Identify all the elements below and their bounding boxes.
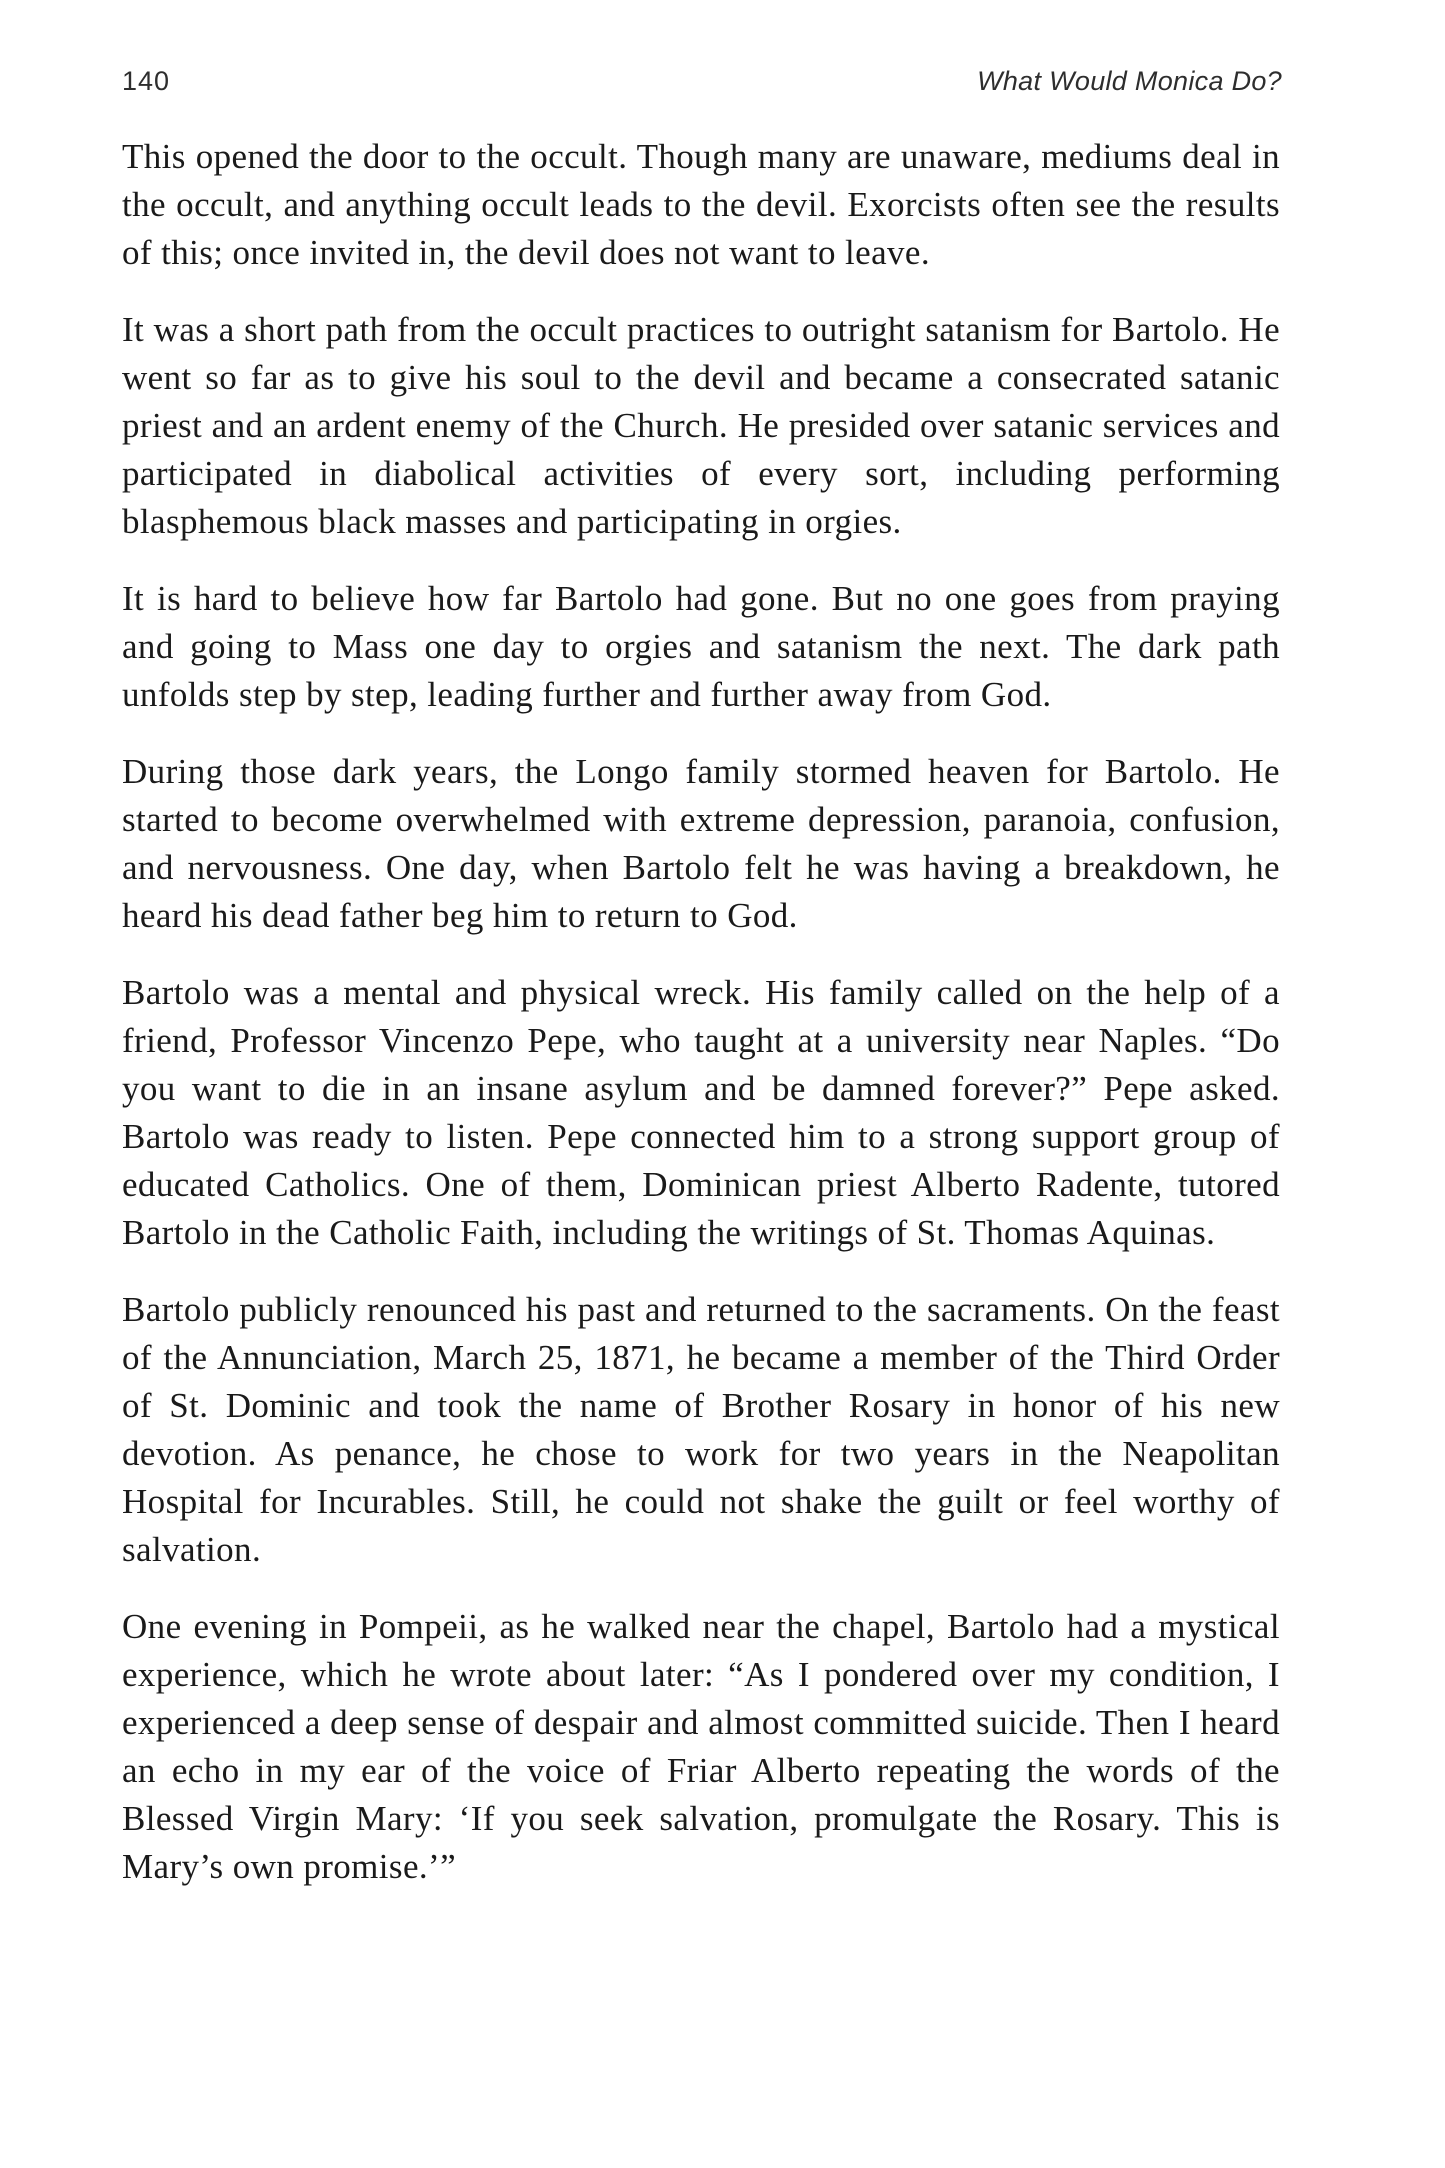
page-body [122, 133, 1280, 1891]
paragraph-occult-door: This opened the door to the occult. Though many are unaware, mediums deal in the occult, and anything occult leads to the devil. Exorcists often see the results of this; once invited in, the devil does not want to leave. [122, 137, 1280, 272]
paragraph-renounced-past: Bartolo publicly renounced his past and returned to the sacraments. On the feast of the Annunciation, March 25, 1871, he became a member of the Third Order of St. Dominic and took the name of Brother Rosary in honor of his new devotion. As penance, he chose to work for two years in the Neapolitan Hospital for Incurables. Still, he could not shake the guilt or feel worthy of salvation. [122, 1290, 1280, 1569]
page-number: 140 [122, 66, 171, 96]
paragraph-satanism-path: It was a short path from the occult practices to outright satanism for Bartolo. He went so far as to give his soul to the devil and became a consecrated satanic priest and an ardent enemy of the Church. He presided over satanic services and participated in diabolical activities of every sort, including performing blasphemous black masses and participating in orgies. [122, 310, 1280, 541]
paragraph-professor-pepe: Bartolo was a mental and physical wreck. His family called on the help of a friend, Professor Vincenzo Pepe, who taught at a university near Naples. “Do you want to die in an insane asylum and be damned forever?” Pepe asked. Bartolo was ready to listen. Pepe connected him to a strong support group of educated Catholics. One of them, Dominican priest Alberto Radente, tutored Bartolo in the Catholic Faith, including the writings of St. Thomas Aquinas. [122, 973, 1280, 1252]
page-header [122, 66, 1282, 96]
running-title: What Would Monica Do? [977, 66, 1282, 96]
paragraph-dark-path: It is hard to believe how far Bartolo had gone. But no one goes from praying and going to Mass one day to orgies and satanism the next. The dark path unfolds step by step, leading further and further away from God. [122, 579, 1280, 714]
paragraph-mystical-experience: One evening in Pompeii, as he walked near the chapel, Bartolo had a mystical experience, which he wrote about later: “As I pondered over my condition, I experienced a deep sense of despair and almost committed suicide. Then I heard an echo in my ear of the voice of Friar Alberto repeating the words of the Blessed Virgin Mary: ‘If you seek salvation, promulgate the Rosary. This is Mary’s own promise.’” [122, 1607, 1280, 1886]
paragraph-family-prayers: During those dark years, the Longo family stormed heaven for Bartolo. He started to become overwhelmed with extreme depression, paranoia, confusion, and nervousness. One day, when Bartolo felt he was having a breakdown, he heard his dead father beg him to return to God. [122, 752, 1280, 935]
